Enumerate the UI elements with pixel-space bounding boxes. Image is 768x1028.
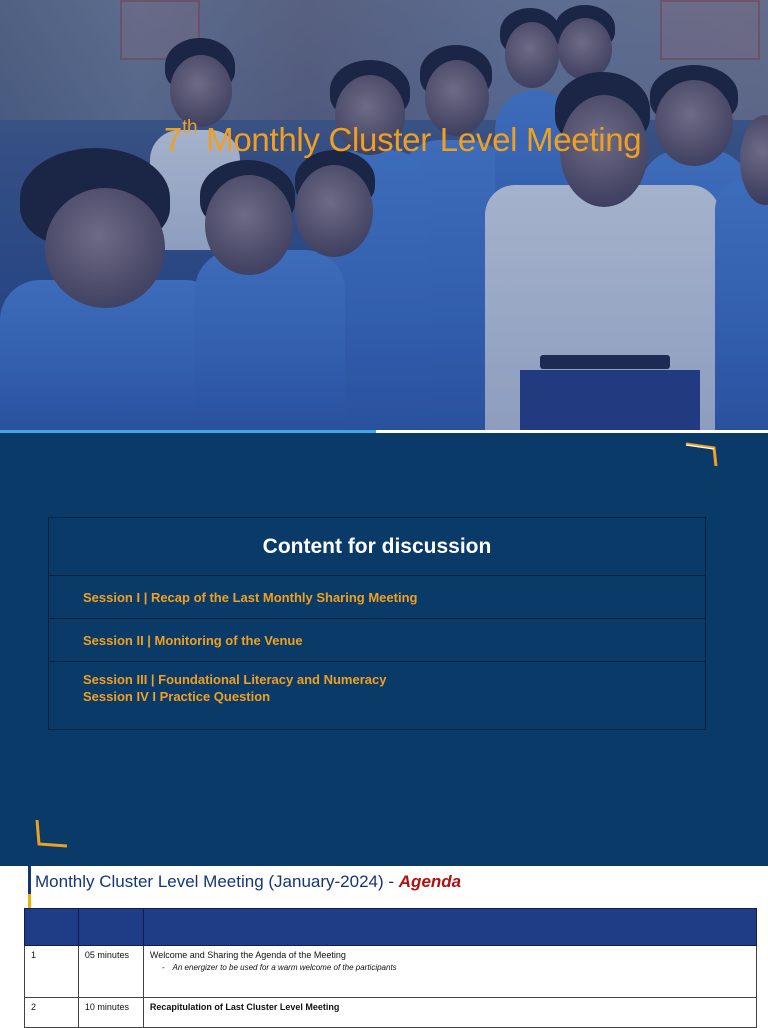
session-label: Session III | Foundational Literacy and Numeracy: [83, 672, 387, 687]
agenda-number: 1: [25, 946, 79, 998]
session-label: Session II | Monitoring of the Venue: [83, 632, 303, 648]
agenda-title: Monthly Cluster Level Meeting (January-2024) - Agenda: [35, 872, 462, 891]
session-row: [49, 576, 705, 619]
session-row: [49, 619, 705, 662]
discussion-heading: Content for discussion: [262, 534, 492, 558]
agenda-header-cell: [143, 909, 756, 946]
agenda-table: [24, 908, 757, 1028]
agenda-header-row: [25, 909, 757, 946]
corner-bracket-icon: [686, 440, 719, 468]
agenda-accent-mark: [28, 894, 31, 908]
agenda-sub-item: - An energizer to be used for a warm welcome of the participants: [161, 963, 397, 972]
agenda-accent-bar: [28, 866, 31, 894]
discussion-heading-cell: [49, 518, 705, 576]
session-label: Session IV I Practice Question: [83, 689, 271, 704]
discussion-table: [48, 517, 706, 730]
agenda-row: [25, 946, 757, 998]
agenda-number: 2: [25, 998, 79, 1028]
agenda-duration: 10 minutes: [78, 998, 143, 1028]
hero-photo: [0, 0, 768, 430]
agenda-item-title: Welcome and Sharing the Agenda of the Meeting: [149, 950, 346, 960]
agenda-header-cell: [25, 909, 79, 946]
agenda-item-title: Recapitulation of Last Cluster Level Meeting: [143, 998, 756, 1028]
presentation-title: 7th Monthly Cluster Level Meeting: [164, 117, 642, 158]
agenda-row: [25, 998, 757, 1028]
photo-tint: [0, 0, 768, 430]
agenda-header-cell: [78, 909, 143, 946]
session-row: [49, 662, 705, 730]
agenda-item: [143, 946, 756, 998]
agenda-duration: 05 minutes: [78, 946, 143, 998]
corner-bracket-icon: [33, 820, 69, 848]
session-label: Session I | Recap of the Last Monthly Sharing Meeting: [83, 589, 418, 605]
